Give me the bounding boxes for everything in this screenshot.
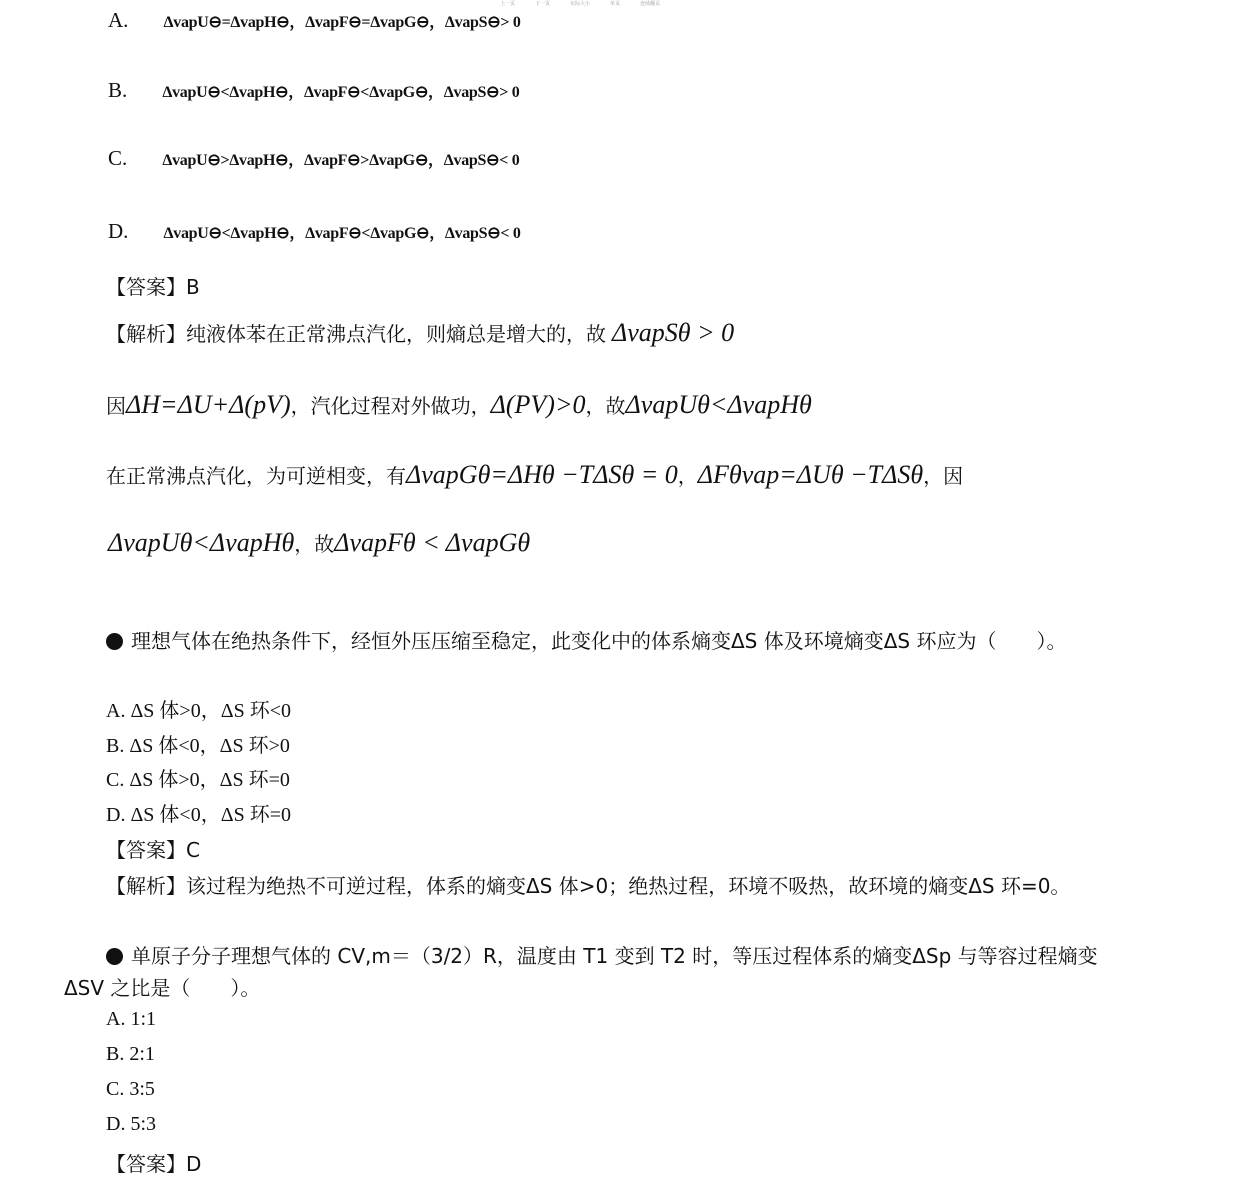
q1-option-d: [108, 219, 521, 244]
option-letter: D.: [108, 219, 129, 243]
option-letter: C.: [108, 146, 128, 170]
q1-analysis-line4: [108, 528, 530, 558]
q3-option-d: D. 5:3: [106, 1113, 156, 1135]
option-letter: A.: [108, 8, 129, 32]
analysis-text: ，故: [294, 532, 335, 556]
q1-analysis-line1: [106, 318, 734, 348]
analysis-text: ，汽化过程对外做功，: [290, 394, 491, 418]
q3-option-a: A. 1:1: [106, 1008, 156, 1030]
analysis-text: 【解析】纯液体苯在正常沸点汽化，则熵总是增大的，故: [106, 322, 606, 346]
q1-analysis-line3: [106, 460, 963, 490]
q3-answer: 【答案】D: [106, 1152, 202, 1176]
q2-option-d: D. ΔS 体<0，ΔS 环=0: [106, 804, 291, 826]
toolbar-next-page[interactable]: 下一页: [535, 1, 551, 7]
q2-answer: 【答案】C: [106, 838, 200, 862]
toolbar-prev-page[interactable]: 上一页: [500, 1, 516, 7]
bullet-icon: [106, 633, 123, 650]
option-letter: B.: [108, 78, 128, 102]
q2-stem: [106, 625, 1066, 654]
analysis-formula: ΔvapUθ<ΔvapHθ: [625, 390, 812, 419]
q3-stem-line2: ΔSV 之比是（ ）。: [64, 976, 261, 1000]
bullet-icon: [106, 948, 123, 965]
option-formula: ΔvapU⊖<ΔvapH⊖，ΔvapF⊖<ΔvapG⊖，ΔvapS⊖> 0: [162, 84, 520, 101]
analysis-text: ，因: [923, 464, 964, 488]
q1-answer: 【答案】B: [106, 275, 200, 299]
q1-option-c: [108, 146, 519, 171]
toolbar-continuous[interactable]: 连续翻页: [640, 1, 661, 7]
analysis-formula: ΔvapUθ<ΔvapHθ: [108, 528, 295, 557]
analysis-text: ，故: [585, 394, 626, 418]
q2-analysis: 【解析】该过程为绝热不可逆过程，体系的熵变ΔS 体>0；绝热过程，环境不吸热，故环境的熵变ΔS 环=0。: [106, 874, 1071, 898]
q1-option-b: [108, 78, 519, 103]
q2-stem-text: 理想气体在绝热条件下，经恒外压压缩至稳定，此变化中的体系熵变ΔS 体及环境熵变ΔS 环应为（ ）。: [131, 629, 1067, 653]
analysis-formula: ΔvapFθ < ΔvapGθ: [334, 528, 531, 557]
analysis-formula: ΔvapGθ=ΔHθ −TΔSθ = 0: [406, 460, 678, 489]
analysis-formula: ΔFθvap=ΔUθ −TΔSθ: [697, 460, 924, 489]
option-formula: ΔvapU⊖<ΔvapH⊖，ΔvapF⊖<ΔvapG⊖，ΔvapS⊖< 0: [163, 225, 521, 242]
q1-analysis-line2: [106, 390, 812, 420]
q2-option-c: C. ΔS 体>0，ΔS 环=0: [106, 769, 290, 791]
analysis-text: 因: [106, 394, 126, 418]
toolbar-single-page[interactable]: 单页: [610, 1, 621, 7]
viewer-toolbar: [500, 0, 660, 8]
q3-option-c: C. 3:5: [106, 1078, 155, 1100]
analysis-text: 在正常沸点汽化，为可逆相变，有: [106, 464, 406, 488]
analysis-text: ，: [677, 464, 698, 488]
toolbar-actual-size[interactable]: 实际大小: [570, 1, 591, 7]
q3-stem-line1: [106, 940, 1098, 969]
q3-option-b: B. 2:1: [106, 1043, 155, 1065]
q2-option-b: B. ΔS 体<0，ΔS 环>0: [106, 735, 290, 757]
q1-option-a: [108, 8, 521, 33]
q3-stem-text: 单原子分子理想气体的 CV,m＝（3/2）R，温度由 T1 变到 T2 时，等压过程体系的熵变ΔSp 与等容过程熵变: [131, 944, 1098, 968]
q2-option-a: A. ΔS 体>0，ΔS 环<0: [106, 700, 291, 722]
analysis-formula: Δ(PV)>0: [490, 390, 586, 419]
option-formula: ΔvapU⊖=ΔvapH⊖，ΔvapF⊖=ΔvapG⊖，ΔvapS⊖> 0: [163, 14, 521, 31]
analysis-formula: ΔvapSθ > 0: [612, 318, 735, 347]
analysis-formula: ΔH=ΔU+Δ(pV): [126, 390, 291, 419]
option-formula: ΔvapU⊖>ΔvapH⊖，ΔvapF⊖>ΔvapG⊖，ΔvapS⊖< 0: [162, 152, 520, 169]
